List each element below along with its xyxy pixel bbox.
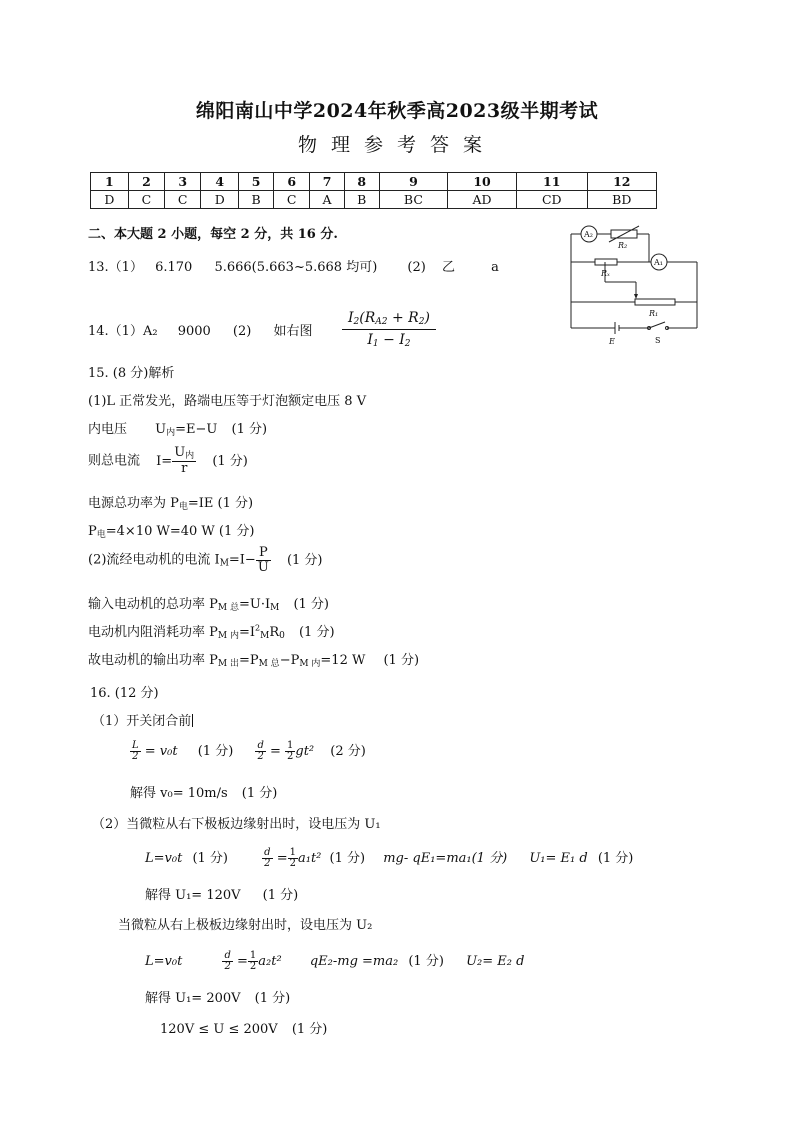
circuit-diagram — [565, 222, 705, 344]
q13-line — [88, 256, 499, 275]
q15-line-9 — [88, 649, 419, 669]
q16-e1b-hn: 1 — [287, 739, 294, 751]
answer-number-cell: 1 — [91, 173, 129, 191]
q16-part1 — [92, 710, 193, 729]
answer-number-cell: 9 — [379, 173, 448, 191]
label-r1: R₁ — [649, 309, 659, 318]
q15-l8d: 2 — [255, 623, 261, 633]
q15-l6b: M — [219, 558, 229, 569]
q16-eq-2: L=v₀t (1 分) $\frac{d}{2}$ = $\frac{1}{2}$ a₁t² (1 分) mg- qE₁=ma₁(1 分) U₁= E₁ d (1 分) — [145, 846, 634, 869]
q16-e2as: (1 分) — [192, 851, 229, 866]
q16-e1b-r: = — [269, 744, 286, 759]
q15-l4c: =IE (1 分) — [187, 496, 254, 511]
q15-l6-frac — [256, 546, 271, 574]
q15-l2d: =E−U — [175, 422, 218, 437]
answer-key-cell: B — [344, 191, 379, 209]
q14-den-i2-sub: 2 — [404, 339, 411, 349]
q16-part2: （2）当微粒从右下极板边缘射出时，设电压为 U₁ — [92, 817, 381, 832]
q15-l3d: r — [181, 461, 188, 477]
answer-number-cell: 10 — [448, 173, 517, 191]
q15-l8h: (1 分) — [298, 625, 335, 640]
q15-l6a: (2)流经电动机的电流 I — [88, 552, 220, 568]
answer-key-cell: D — [201, 191, 239, 209]
q16-heading: 16. (12 分) — [90, 686, 159, 701]
q16-result-4 — [160, 1018, 327, 1037]
q15-l8a: 电动机内阻消耗功率 P — [88, 625, 218, 640]
label-s: S — [655, 336, 661, 344]
q15-line-5 — [88, 520, 254, 540]
q16-part3: 当微粒从右上极板边缘射出时，设电压为 U₂ — [118, 918, 373, 933]
q16-r3: 解得 U₁= 200V — [145, 991, 241, 1006]
q14-den-minus: − I — [383, 332, 405, 348]
q14-part2: (2) — [232, 324, 252, 339]
q16-r4: 120V ≤ U ≤ 200V — [160, 1022, 278, 1037]
q14-den-i1-sub: 1 — [372, 339, 379, 349]
q16-r1: 解得 v₀= 10m/s — [130, 786, 228, 801]
q15-l8f: R — [269, 625, 280, 640]
q15-l6d: U — [257, 559, 269, 575]
q16-e3cs: (1 分) — [408, 954, 444, 969]
q15-l4a: 电源总功率为 P — [88, 496, 179, 511]
q15-l7e: (1 分) — [293, 597, 330, 612]
q16-e1a-r: = v₀t — [144, 744, 178, 759]
q14-answer-c: 如右图 — [273, 324, 313, 339]
answer-number-cell: 4 — [201, 173, 239, 191]
q15-l2c: 内 — [166, 428, 176, 438]
q15-l2a: 内电压 — [88, 422, 128, 437]
label-e: E — [609, 337, 615, 344]
answer-number-cell: 12 — [587, 173, 656, 191]
q14-num-r2-sub: 2 — [418, 317, 425, 327]
q14-num-plus: + R — [391, 310, 419, 326]
q16-e2b-frac — [262, 848, 272, 870]
switch-icon — [649, 322, 665, 328]
q14-den-i1: I — [367, 332, 373, 348]
q16-e2b-n: d — [264, 846, 271, 858]
answer-key-cell: CD — [516, 191, 587, 209]
q13-answer-b: 5.666(5.663~5.668 均可) — [214, 260, 378, 275]
answer-number-cell: 11 — [516, 173, 587, 191]
q16-e2bs: (1 分) — [329, 851, 366, 866]
answer-number-row — [91, 173, 657, 191]
label-r2: R₂ — [618, 241, 628, 250]
q14-formula — [342, 310, 436, 349]
q16-e2b-hd: 2 — [289, 858, 296, 869]
q16-e3b-hd: 2 — [249, 961, 257, 972]
q16-p1: （1）开关闭合前 — [92, 714, 192, 729]
q14-formula-numerator: I2(RA2 + R2) — [342, 310, 436, 330]
label-rx: Rₓ — [601, 269, 610, 278]
q16-result-2 — [145, 884, 298, 903]
q16-e3b-half — [248, 951, 258, 973]
q15-l9a: 故电动机的输出功率 P — [88, 653, 218, 668]
answer-key-cell: BD — [587, 191, 656, 209]
q15-l5a: P — [88, 524, 97, 539]
q16-e1b-hd: 2 — [287, 751, 294, 762]
q15-line-3 — [88, 446, 248, 476]
exam-title: 绵阳南山中学2024年秋季高2023级半期考试 — [195, 100, 599, 122]
q16-e1b-d: 2 — [257, 751, 264, 762]
q16-r3s: (1 分) — [254, 991, 291, 1006]
answer-key-cell: A — [310, 191, 344, 209]
q15-l8c: =I — [238, 625, 255, 640]
q16-e1a-n: L — [132, 739, 139, 751]
q15-l8b: M 内 — [217, 631, 239, 641]
q16-e1b-s: (2 分) — [330, 744, 366, 759]
q16-e1b-g: gt² — [295, 744, 315, 759]
q16-e1a-frac — [130, 741, 141, 763]
q16-e1b-n: d — [257, 739, 264, 751]
q16-r4s: (1 分) — [291, 1022, 328, 1037]
q15-l3-frac — [172, 446, 196, 476]
q16-e3b-frac — [222, 951, 232, 973]
answer-number-cell: 5 — [239, 173, 274, 191]
label-a2: A₂ — [584, 230, 593, 239]
q15-line-4 — [88, 492, 253, 512]
q15-l8g: 0 — [279, 631, 285, 641]
answer-key-cell: D — [91, 191, 129, 209]
answer-number-cell: 2 — [128, 173, 164, 191]
answer-number-cell: 8 — [344, 173, 379, 191]
q15-l9h: (1 分) — [383, 653, 420, 668]
q15-line-6 — [88, 546, 323, 574]
q15-l6c: =I− — [228, 552, 256, 568]
answer-number-cell: 7 — [310, 173, 344, 191]
q16-r2s: (1 分) — [262, 888, 299, 903]
q15-heading: 15. (8 分)解析 — [88, 366, 175, 381]
q16-e2ds: (1 分) — [597, 851, 634, 866]
q15-line-2 — [88, 418, 267, 438]
q16-e2a: L=v₀t — [145, 851, 183, 866]
q16-e2b-d: 2 — [264, 858, 271, 869]
answer-key-cell: BC — [379, 191, 448, 209]
q15-l7a: 输入电动机的总功率 P — [88, 597, 218, 612]
q13-part2: (2) — [407, 260, 426, 275]
q14-num-i: I — [348, 310, 354, 326]
q15-l5b: 电 — [96, 530, 106, 540]
q16-e1b-half — [285, 741, 295, 763]
q15-l3a: 则总电流 — [88, 453, 141, 469]
q15-l9b: M 出 — [217, 659, 239, 669]
q15-l6e: (1 分) — [286, 552, 323, 568]
q16-e3b-r: a₂t² — [258, 954, 282, 969]
q15-l3e: (1 分) — [212, 453, 248, 469]
text-cursor — [192, 714, 193, 727]
q15-l9c: =P — [238, 653, 259, 668]
q14-num-i-sub: 2 — [353, 317, 360, 327]
answer-key-cell: C — [165, 191, 201, 209]
q15-l2e: (1 分) — [231, 422, 268, 437]
q16-r2: 解得 U₁= 120V — [145, 888, 241, 903]
q16-e3d: U₂= E₂ d — [466, 954, 525, 969]
q16-result-1 — [130, 782, 277, 801]
q13-prefix: 13.（1） — [88, 260, 143, 275]
q14-line — [88, 320, 313, 339]
q15-line-7 — [88, 593, 329, 613]
q15-l8e: M — [260, 631, 270, 641]
q16-e2b-hn: 1 — [289, 846, 296, 858]
answer-key-cell: C — [274, 191, 310, 209]
q16-e1b-frac — [255, 741, 265, 763]
q13-answer-e: a — [491, 260, 499, 275]
q16-e2b-r: a₁t² — [297, 851, 322, 866]
q13-answer-d: 乙 — [441, 260, 455, 275]
q14-formula-denominator — [342, 330, 436, 349]
answer-key-cell: C — [128, 191, 164, 209]
q16-e3c: qE₂-mg =ma₂ — [309, 954, 399, 969]
answer-number-cell: 3 — [165, 173, 201, 191]
q16-r1s: (1 分) — [241, 786, 278, 801]
q16-e1a-d: 2 — [132, 751, 139, 762]
q15-l7b: M 总 — [217, 603, 239, 613]
answer-key-row — [91, 191, 657, 209]
resistor-rx-icon — [595, 259, 617, 265]
label-a1: A₁ — [654, 258, 663, 267]
q15-l2b: U — [155, 422, 167, 437]
q15-l3n: U — [174, 445, 186, 460]
q15-l9e: −P — [279, 653, 300, 668]
rheostat-r1-icon — [635, 299, 675, 305]
q16-e2c: mg- qE₁=ma₁(1 分) — [383, 851, 508, 866]
q15-l3ns: 内 — [185, 451, 195, 461]
answer-subtitle: 物理参考答案 — [297, 134, 496, 156]
q16-e1a-s: (1 分) — [197, 744, 234, 759]
q16-eq-1 — [130, 740, 366, 763]
q16-e2b-half — [288, 848, 298, 870]
q13-answer-a: 6.170 — [155, 260, 193, 275]
q15-l6n: P — [256, 546, 271, 561]
q15-l9f: M 内 — [299, 659, 321, 669]
q15-l9d: M 总 — [258, 659, 280, 669]
q14-prefix: 14.（1）A₂ — [88, 324, 158, 339]
q14-answer-a: 9000 — [177, 324, 211, 339]
answer-key-cell: B — [239, 191, 274, 209]
q15-l3b: I= — [156, 453, 173, 469]
q15-l7d: M — [270, 603, 280, 613]
q15-line-1: (1)L 正常发光，路端电压等于灯泡额定电压 8 V — [88, 394, 367, 409]
q16-result-3 — [145, 987, 290, 1006]
q14-num-r: R — [364, 310, 376, 326]
q16-e3a: L=v₀t — [145, 954, 183, 969]
q16-e2d: U₁= E₁ d — [529, 851, 588, 866]
answer-key-cell: AD — [448, 191, 517, 209]
answer-table — [90, 172, 657, 209]
q16-e3b-n: d — [224, 949, 231, 961]
q15-l4b: 电 — [178, 502, 188, 512]
q15-line-8 — [88, 621, 335, 641]
q15-l5c: =4×10 W=40 W (1 分) — [105, 524, 255, 539]
q16-e3b-d: 2 — [224, 961, 231, 972]
q15-l9g: =12 W — [320, 653, 366, 668]
section-2-heading: 二、本大题 2 小题，每空 2 分，共 16 分. — [88, 227, 338, 242]
q14-num-r-sub: A2 — [375, 317, 388, 327]
q15-l7c: =U·I — [238, 597, 271, 612]
q16-eq-3: L=v₀t $\frac{d}{2}$ = $\frac{1}{2}$ a₂t² qE₂-mg =ma₂ (1 分) U₂= E₂ d — [145, 949, 525, 972]
answer-number-cell: 6 — [274, 173, 310, 191]
q16-e3b-hn: 1 — [249, 949, 257, 961]
